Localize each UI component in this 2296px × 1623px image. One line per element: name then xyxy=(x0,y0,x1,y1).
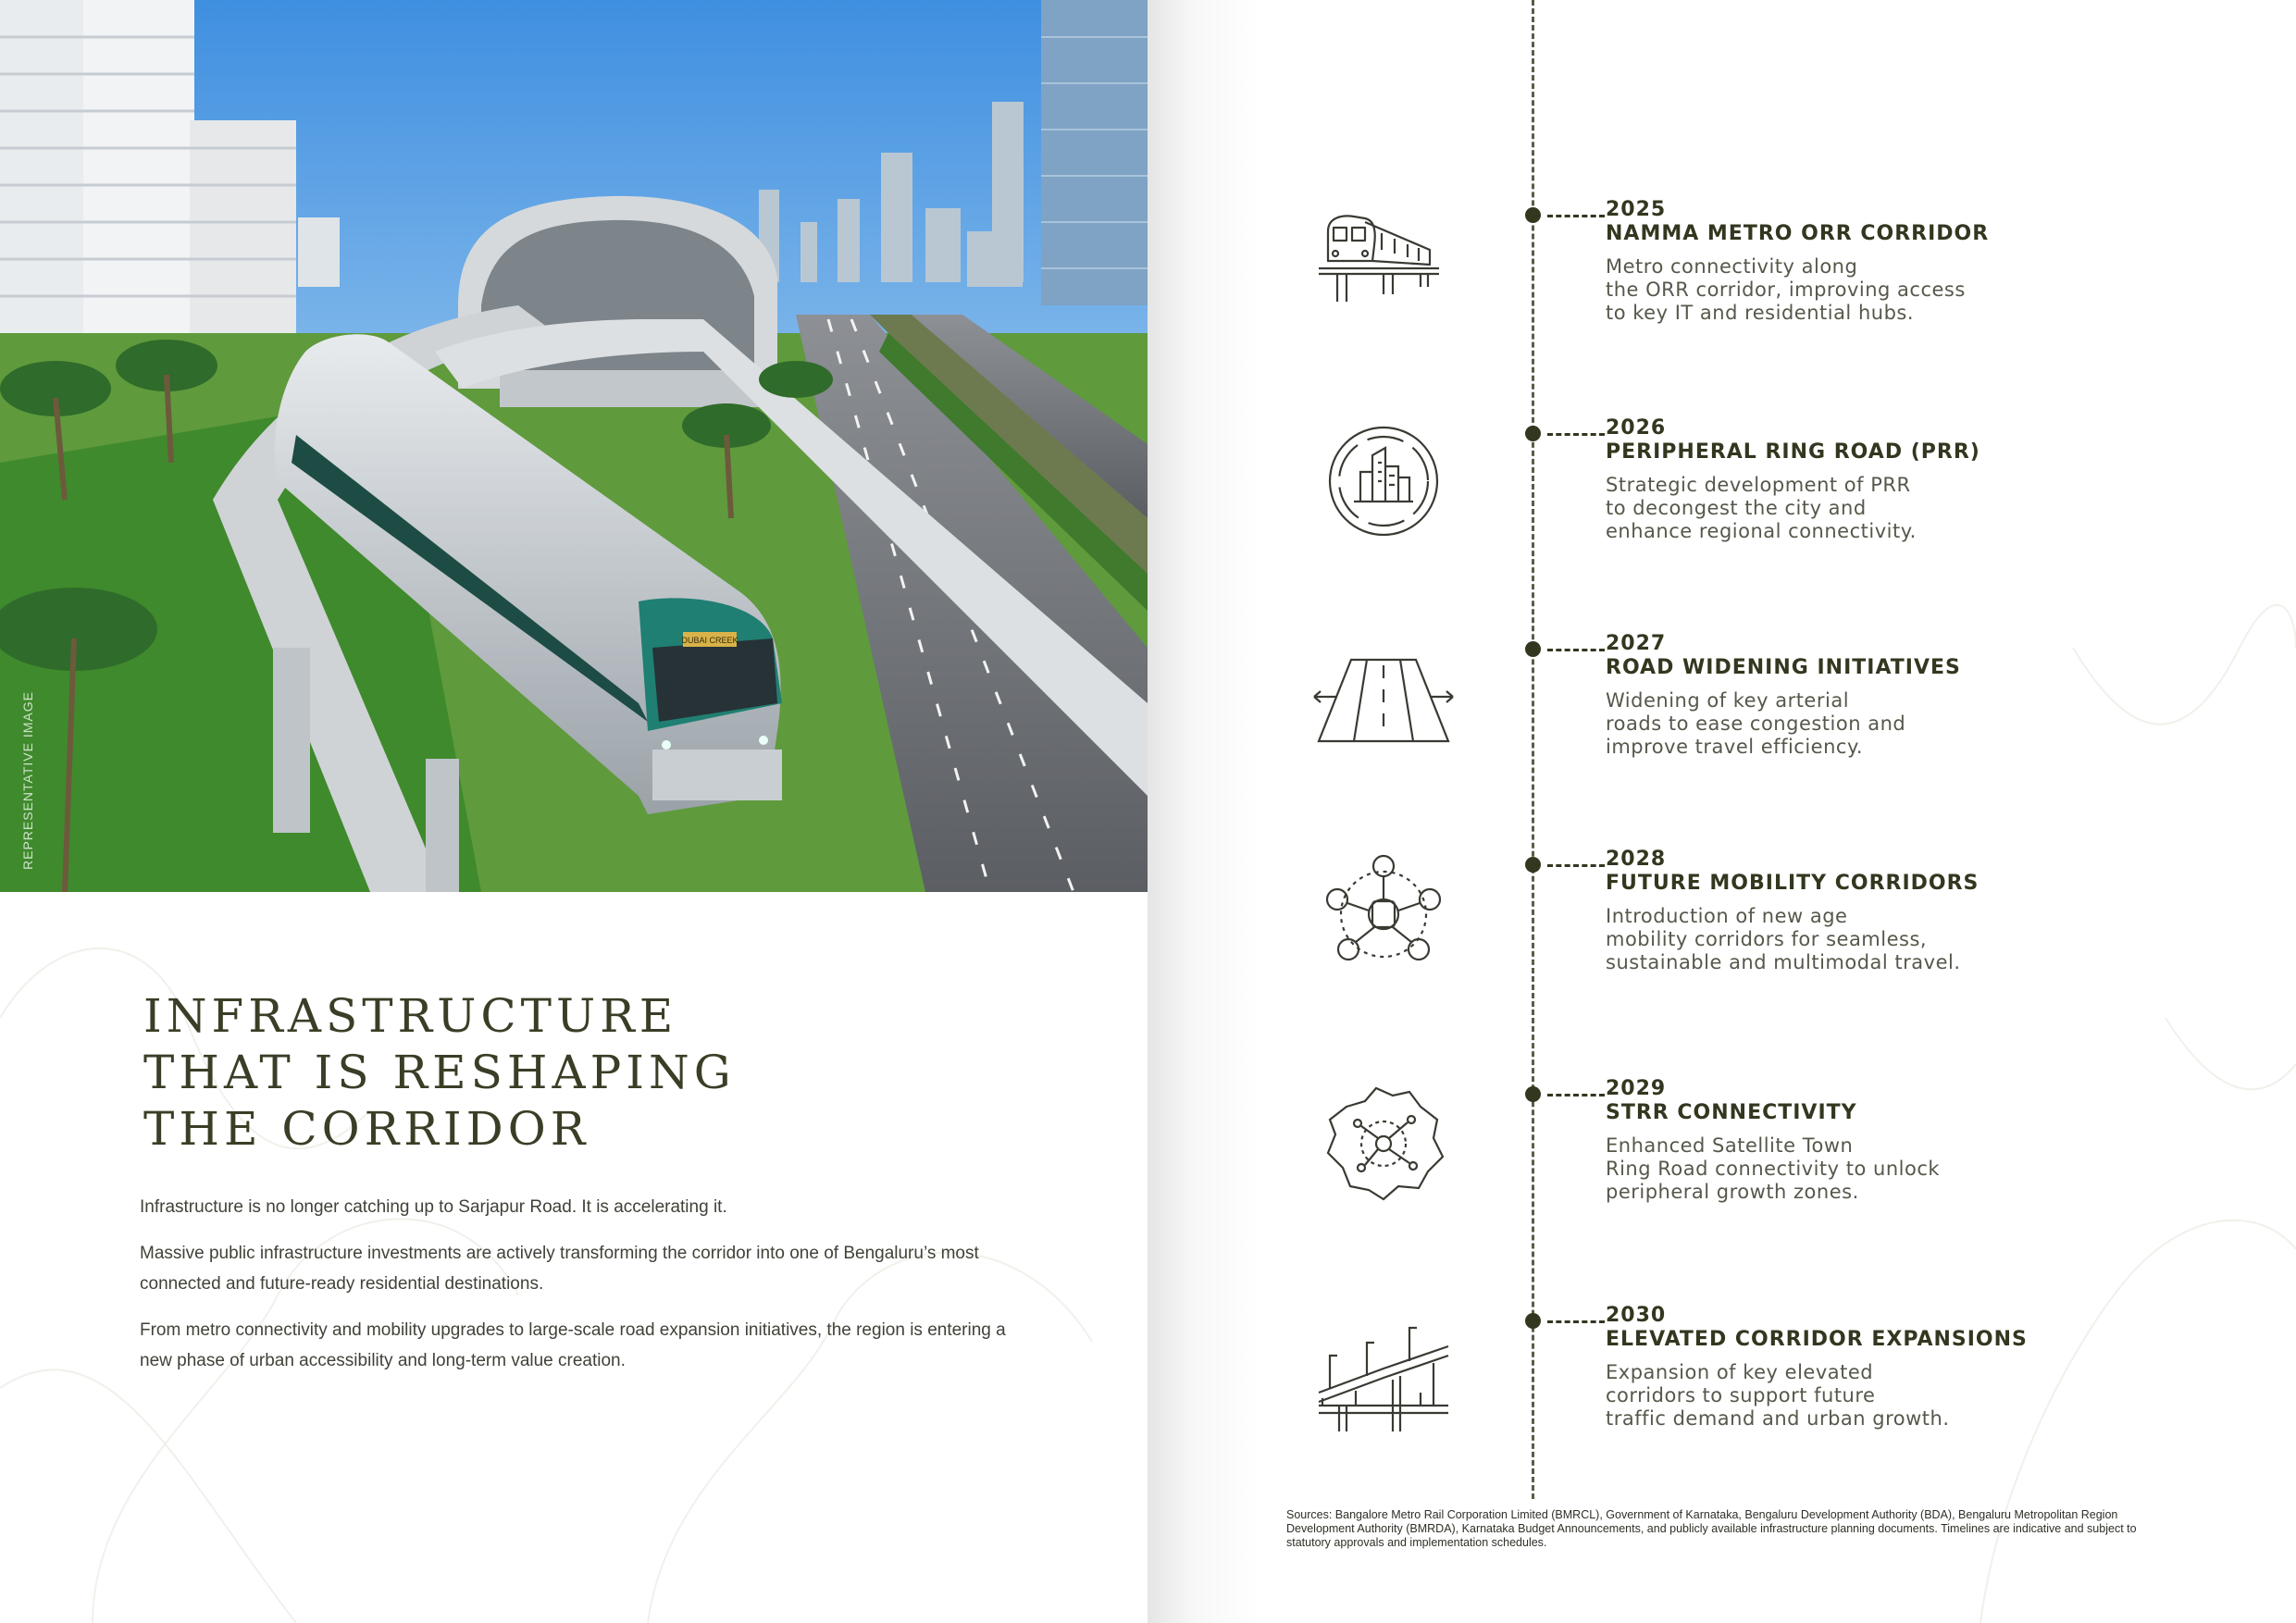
timeline-item-2030 xyxy=(1148,1300,2296,1448)
headline-line-2: THAT IS RESHAPING xyxy=(143,1046,736,1099)
timeline-dot xyxy=(1525,426,1541,441)
road-widening-icon xyxy=(1309,641,1458,771)
timeline-title: PERIPHERAL RING ROAD (PRR) xyxy=(1606,440,1980,464)
metro-train-scene xyxy=(0,0,1148,892)
elevated-flyover-icon xyxy=(1309,1309,1458,1439)
timeline-description: Widening of key arterial roads to ease congestion and improve travel efficiency. xyxy=(1606,689,1906,758)
timeline-connector xyxy=(1547,433,1605,436)
timeline-dot xyxy=(1525,641,1541,657)
intro-text xyxy=(140,1192,1019,1392)
representative-image-label: REPRESENTATIVE IMAGE xyxy=(20,691,35,870)
timeline-item-2025 xyxy=(1148,194,2296,342)
timeline-description: Expansion of key elevated corridors to support future traffic demand and urban growth. xyxy=(1606,1361,1950,1430)
timeline-title: ELEVATED CORRIDOR EXPANSIONS xyxy=(1606,1328,2028,1351)
timeline-connector xyxy=(1547,864,1605,867)
timeline-year: 2026 xyxy=(1606,416,1667,440)
intro-paragraph-2: Massive public infrastructure investments are actively transforming the corridor into one of Bengaluru’s most connected and future-ready residential destinations. xyxy=(140,1244,979,1294)
timeline-item-2029 xyxy=(1148,1073,2296,1221)
ring-road-city-icon xyxy=(1309,416,1458,546)
timeline-connector xyxy=(1547,649,1605,651)
sources-footnote: Sources: Bangalore Metro Rail Corporation Limited (BMRCL), Government of Karnataka, Bengaluru Development Authority (BDA), Bengaluru Metropolitan Region Development Authority (BMRDA), Karnataka Budget Announcements, and publicly available infrastructure planning documents. Timelines are indicative and subject to statutory approvals and implementation schedules. xyxy=(1286,1508,2137,1549)
metro-train-icon xyxy=(1309,194,1458,324)
intro-paragraph-1: Infrastructure is no longer catching up to Sarjapur Road. It is accelerating it. xyxy=(140,1197,727,1217)
region-map-network-icon xyxy=(1309,1079,1458,1208)
timeline-description: Introduction of new age mobility corridors for seamless, sustainable and multimodal travel. xyxy=(1606,905,1961,973)
timeline-dot xyxy=(1525,207,1541,223)
timeline-title: NAMMA METRO ORR CORRIDOR xyxy=(1606,222,1990,245)
hero-photo xyxy=(0,0,1148,892)
timeline-description: Metro connectivity along the ORR corridor, improving access to key IT and residential hubs. xyxy=(1606,255,1966,324)
headline-line-3: THE CORRIDOR xyxy=(143,1102,590,1156)
timeline-title: FUTURE MOBILITY CORRIDORS xyxy=(1606,872,1980,895)
timeline-connector xyxy=(1547,1320,1605,1323)
multimodal-mobility-icon xyxy=(1309,848,1458,977)
timeline-title: STRR CONNECTIVITY xyxy=(1606,1101,1857,1124)
timeline-item-2026 xyxy=(1148,413,2296,561)
page-headline xyxy=(143,988,736,1158)
timeline-connector xyxy=(1547,215,1605,217)
train-destination-sign: DUBAI CREEK xyxy=(681,636,738,645)
timeline-description: Enhanced Satellite Town Ring Road connectivity to unlock peripheral growth zones. xyxy=(1606,1134,1941,1203)
timeline-connector xyxy=(1547,1094,1605,1096)
timeline-dot xyxy=(1525,857,1541,873)
timeline-item-2027 xyxy=(1148,628,2296,776)
timeline-item-2028 xyxy=(1148,844,2296,992)
intro-paragraph-3: From metro connectivity and mobility upgrades to large-scale road expansion initiatives, the region is entering a new phase of urban accessibility and long-term value creation. xyxy=(140,1320,1006,1370)
timeline-year: 2027 xyxy=(1606,632,1667,655)
timeline-year: 2025 xyxy=(1606,198,1667,221)
timeline-year: 2029 xyxy=(1606,1077,1667,1100)
timeline-year: 2028 xyxy=(1606,848,1667,871)
timeline-dot xyxy=(1525,1313,1541,1329)
timeline-description: Strategic development of PRR to decongest the city and enhance regional connectivity. xyxy=(1606,474,1917,542)
timeline-year: 2030 xyxy=(1606,1304,1667,1327)
timeline-title: ROAD WIDENING INITIATIVES xyxy=(1606,656,1961,679)
headline-line-1: INFRASTRUCTURE xyxy=(143,989,678,1043)
timeline-dot xyxy=(1525,1086,1541,1102)
right-page xyxy=(1148,0,2296,1623)
